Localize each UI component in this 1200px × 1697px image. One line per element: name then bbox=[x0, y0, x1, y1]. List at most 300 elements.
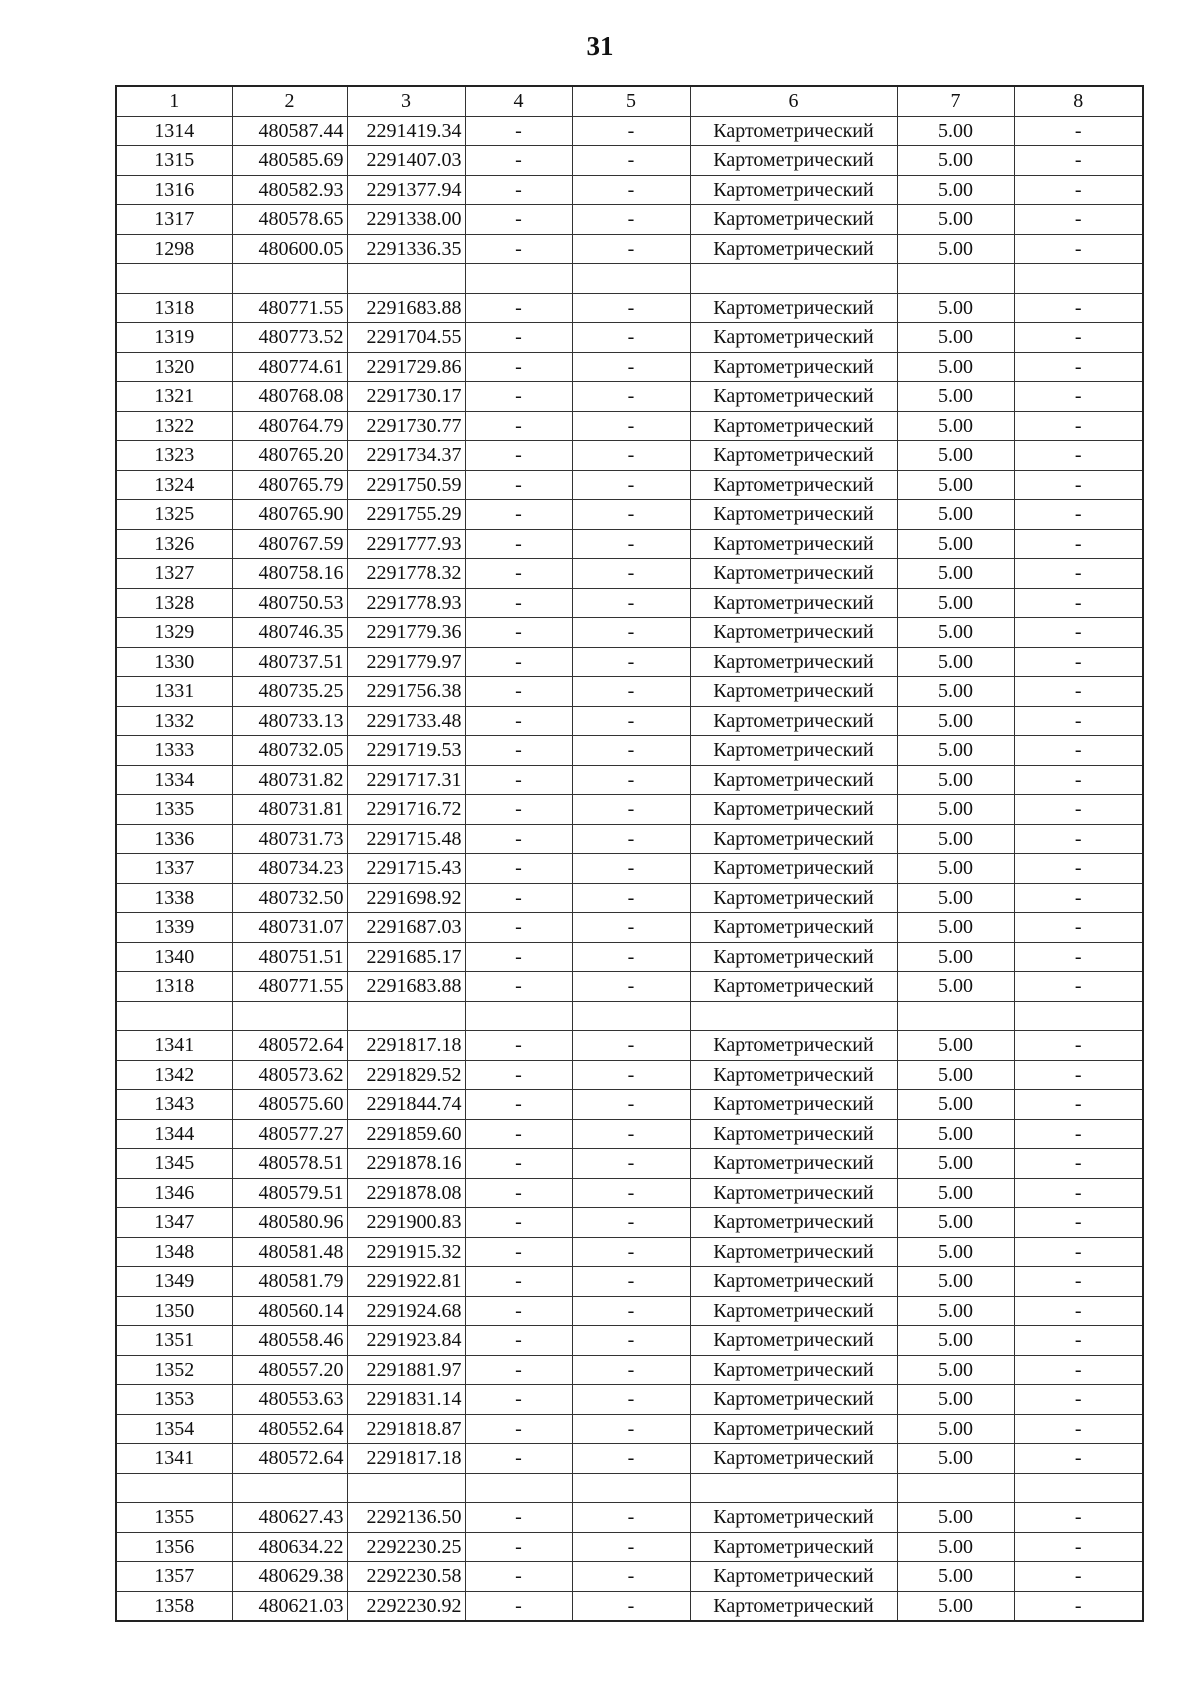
point-number-cell: 1318 bbox=[116, 293, 232, 323]
accuracy-cell: 5.00 bbox=[897, 293, 1014, 323]
column-4-cell: - bbox=[465, 116, 572, 146]
column-4-cell: - bbox=[465, 234, 572, 264]
point-number-cell: 1321 bbox=[116, 382, 232, 412]
column-4-cell: - bbox=[465, 913, 572, 943]
point-number-cell: 1351 bbox=[116, 1326, 232, 1356]
column-5-cell: - bbox=[572, 824, 690, 854]
column-4-cell: - bbox=[465, 323, 572, 353]
method-cell: Картометрический bbox=[690, 441, 897, 471]
column-8-cell: - bbox=[1014, 883, 1143, 913]
column-4-cell: - bbox=[465, 205, 572, 235]
x-coordinate-cell: 480578.51 bbox=[232, 1149, 347, 1179]
y-coordinate-cell: 2291829.52 bbox=[347, 1060, 465, 1090]
column-8-cell: - bbox=[1014, 972, 1143, 1002]
column-8-cell: - bbox=[1014, 500, 1143, 530]
column-5-cell: - bbox=[572, 293, 690, 323]
column-8-cell: - bbox=[1014, 1591, 1143, 1621]
column-4-cell: - bbox=[465, 352, 572, 382]
point-number-cell: 1345 bbox=[116, 1149, 232, 1179]
column-5-cell bbox=[572, 1001, 690, 1031]
column-4-cell: - bbox=[465, 411, 572, 441]
table-row bbox=[116, 1532, 1143, 1562]
point-number-cell: 1355 bbox=[116, 1503, 232, 1533]
column-8-cell: - bbox=[1014, 411, 1143, 441]
column-5-cell: - bbox=[572, 588, 690, 618]
accuracy-cell: 5.00 bbox=[897, 175, 1014, 205]
column-header-5: 5 bbox=[572, 86, 690, 116]
table-row bbox=[116, 1178, 1143, 1208]
column-5-cell: - bbox=[572, 1208, 690, 1238]
y-coordinate-cell: 2292136.50 bbox=[347, 1503, 465, 1533]
column-8-cell: - bbox=[1014, 382, 1143, 412]
point-number-cell: 1354 bbox=[116, 1414, 232, 1444]
method-cell: Картометрический bbox=[690, 854, 897, 884]
point-number-cell: 1329 bbox=[116, 618, 232, 648]
accuracy-cell: 5.00 bbox=[897, 1149, 1014, 1179]
column-5-cell: - bbox=[572, 647, 690, 677]
table-row bbox=[116, 1326, 1143, 1356]
point-number-cell: 1322 bbox=[116, 411, 232, 441]
accuracy-cell: 5.00 bbox=[897, 559, 1014, 589]
column-4-cell: - bbox=[465, 1090, 572, 1120]
column-5-cell: - bbox=[572, 1237, 690, 1267]
separator-row bbox=[116, 1001, 1143, 1031]
column-5-cell: - bbox=[572, 205, 690, 235]
point-number-cell: 1324 bbox=[116, 470, 232, 500]
point-number-cell: 1340 bbox=[116, 942, 232, 972]
accuracy-cell: 5.00 bbox=[897, 588, 1014, 618]
table-row bbox=[116, 1414, 1143, 1444]
table-row bbox=[116, 1385, 1143, 1415]
column-8-cell: - bbox=[1014, 1149, 1143, 1179]
column-4-cell: - bbox=[465, 1532, 572, 1562]
method-cell: Картометрический bbox=[690, 1562, 897, 1592]
y-coordinate-cell: 2291778.93 bbox=[347, 588, 465, 618]
y-coordinate-cell: 2291377.94 bbox=[347, 175, 465, 205]
column-4-cell: - bbox=[465, 293, 572, 323]
method-cell: Картометрический bbox=[690, 146, 897, 176]
table-row bbox=[116, 854, 1143, 884]
accuracy-cell: 5.00 bbox=[897, 1591, 1014, 1621]
accuracy-cell: 5.00 bbox=[897, 942, 1014, 972]
method-cell: Картометрический bbox=[690, 765, 897, 795]
column-header-4: 4 bbox=[465, 86, 572, 116]
accuracy-cell: 5.00 bbox=[897, 470, 1014, 500]
table-row bbox=[116, 706, 1143, 736]
x-coordinate-cell: 480579.51 bbox=[232, 1178, 347, 1208]
column-4-cell: - bbox=[465, 824, 572, 854]
x-coordinate-cell: 480731.81 bbox=[232, 795, 347, 825]
accuracy-cell: 5.00 bbox=[897, 529, 1014, 559]
table-row bbox=[116, 175, 1143, 205]
column-8-cell: - bbox=[1014, 824, 1143, 854]
accuracy-cell: 5.00 bbox=[897, 500, 1014, 530]
x-coordinate-cell: 480774.61 bbox=[232, 352, 347, 382]
column-8-cell: - bbox=[1014, 1060, 1143, 1090]
method-cell: Картометрический bbox=[690, 883, 897, 913]
accuracy-cell: 5.00 bbox=[897, 1237, 1014, 1267]
column-5-cell: - bbox=[572, 1119, 690, 1149]
accuracy-cell: 5.00 bbox=[897, 116, 1014, 146]
table-row bbox=[116, 293, 1143, 323]
x-coordinate-cell: 480732.50 bbox=[232, 883, 347, 913]
x-coordinate-cell: 480746.35 bbox=[232, 618, 347, 648]
column-5-cell: - bbox=[572, 795, 690, 825]
y-coordinate-cell: 2291750.59 bbox=[347, 470, 465, 500]
column-8-cell: - bbox=[1014, 293, 1143, 323]
y-coordinate-cell: 2291698.92 bbox=[347, 883, 465, 913]
column-5-cell: - bbox=[572, 677, 690, 707]
y-coordinate-cell: 2291683.88 bbox=[347, 293, 465, 323]
column-4-cell: - bbox=[465, 500, 572, 530]
column-8-cell: - bbox=[1014, 1119, 1143, 1149]
point-number-cell: 1346 bbox=[116, 1178, 232, 1208]
column-4-cell: - bbox=[465, 1060, 572, 1090]
column-8-cell: - bbox=[1014, 1414, 1143, 1444]
method-cell: Картометрический bbox=[690, 1444, 897, 1474]
x-coordinate-cell: 480581.79 bbox=[232, 1267, 347, 1297]
point-number-cell: 1348 bbox=[116, 1237, 232, 1267]
method-cell: Картометрический bbox=[690, 293, 897, 323]
table-body bbox=[116, 116, 1143, 1621]
y-coordinate-cell: 2291407.03 bbox=[347, 146, 465, 176]
accuracy-cell: 5.00 bbox=[897, 795, 1014, 825]
column-8-cell: - bbox=[1014, 1326, 1143, 1356]
table-row bbox=[116, 913, 1143, 943]
point-number-cell: 1331 bbox=[116, 677, 232, 707]
column-5-cell: - bbox=[572, 1444, 690, 1474]
y-coordinate-cell: 2291730.17 bbox=[347, 382, 465, 412]
column-5-cell: - bbox=[572, 175, 690, 205]
column-5-cell: - bbox=[572, 706, 690, 736]
accuracy-cell: 5.00 bbox=[897, 883, 1014, 913]
x-coordinate-cell: 480751.51 bbox=[232, 942, 347, 972]
column-5-cell: - bbox=[572, 1031, 690, 1061]
separator-row bbox=[116, 264, 1143, 294]
method-cell: Картометрический bbox=[690, 1296, 897, 1326]
column-5-cell: - bbox=[572, 942, 690, 972]
point-number-cell: 1333 bbox=[116, 736, 232, 766]
column-8-cell: - bbox=[1014, 1237, 1143, 1267]
table-row bbox=[116, 824, 1143, 854]
column-8-cell: - bbox=[1014, 706, 1143, 736]
column-8-cell: - bbox=[1014, 1355, 1143, 1385]
y-coordinate-cell bbox=[347, 264, 465, 294]
accuracy-cell: 5.00 bbox=[897, 1355, 1014, 1385]
point-number-cell: 1341 bbox=[116, 1031, 232, 1061]
column-8-cell: - bbox=[1014, 470, 1143, 500]
method-cell: Картометрический bbox=[690, 1149, 897, 1179]
y-coordinate-cell: 2291923.84 bbox=[347, 1326, 465, 1356]
point-number-cell: 1341 bbox=[116, 1444, 232, 1474]
accuracy-cell: 5.00 bbox=[897, 647, 1014, 677]
accuracy-cell: 5.00 bbox=[897, 913, 1014, 943]
point-number-cell: 1323 bbox=[116, 441, 232, 471]
method-cell: Картометрический bbox=[690, 1414, 897, 1444]
accuracy-cell: 5.00 bbox=[897, 1267, 1014, 1297]
column-4-cell: - bbox=[465, 618, 572, 648]
x-coordinate-cell: 480773.52 bbox=[232, 323, 347, 353]
method-cell: Картометрический bbox=[690, 500, 897, 530]
method-cell: Картометрический bbox=[690, 205, 897, 235]
column-4-cell: - bbox=[465, 1444, 572, 1474]
column-8-cell: - bbox=[1014, 765, 1143, 795]
column-5-cell: - bbox=[572, 972, 690, 1002]
accuracy-cell bbox=[897, 1473, 1014, 1503]
table-row bbox=[116, 1562, 1143, 1592]
y-coordinate-cell: 2291755.29 bbox=[347, 500, 465, 530]
column-4-cell: - bbox=[465, 382, 572, 412]
column-8-cell: - bbox=[1014, 441, 1143, 471]
point-number-cell: 1353 bbox=[116, 1385, 232, 1415]
y-coordinate-cell: 2291922.81 bbox=[347, 1267, 465, 1297]
column-8-cell bbox=[1014, 1473, 1143, 1503]
x-coordinate-cell: 480580.96 bbox=[232, 1208, 347, 1238]
column-4-cell: - bbox=[465, 736, 572, 766]
point-number-cell: 1352 bbox=[116, 1355, 232, 1385]
column-4-cell: - bbox=[465, 1385, 572, 1415]
column-8-cell: - bbox=[1014, 1296, 1143, 1326]
method-cell: Картометрический bbox=[690, 116, 897, 146]
method-cell: Картометрический bbox=[690, 1237, 897, 1267]
column-4-cell: - bbox=[465, 1414, 572, 1444]
accuracy-cell: 5.00 bbox=[897, 352, 1014, 382]
method-cell: Картометрический bbox=[690, 529, 897, 559]
method-cell: Картометрический bbox=[690, 647, 897, 677]
y-coordinate-cell: 2291818.87 bbox=[347, 1414, 465, 1444]
x-coordinate-cell: 480558.46 bbox=[232, 1326, 347, 1356]
x-coordinate-cell: 480735.25 bbox=[232, 677, 347, 707]
point-number-cell: 1339 bbox=[116, 913, 232, 943]
y-coordinate-cell: 2291817.18 bbox=[347, 1031, 465, 1061]
column-4-cell: - bbox=[465, 559, 572, 589]
x-coordinate-cell: 480771.55 bbox=[232, 972, 347, 1002]
column-5-cell: - bbox=[572, 500, 690, 530]
header-row bbox=[116, 86, 1143, 116]
point-number-cell: 1320 bbox=[116, 352, 232, 382]
column-8-cell: - bbox=[1014, 736, 1143, 766]
column-4-cell: - bbox=[465, 647, 572, 677]
point-number-cell: 1315 bbox=[116, 146, 232, 176]
y-coordinate-cell: 2291831.14 bbox=[347, 1385, 465, 1415]
accuracy-cell: 5.00 bbox=[897, 1119, 1014, 1149]
y-coordinate-cell: 2291719.53 bbox=[347, 736, 465, 766]
method-cell: Картометрический bbox=[690, 1503, 897, 1533]
page-number: 31 bbox=[586, 31, 614, 61]
x-coordinate-cell: 480560.14 bbox=[232, 1296, 347, 1326]
method-cell: Картометрический bbox=[690, 795, 897, 825]
accuracy-cell: 5.00 bbox=[897, 1532, 1014, 1562]
table-row bbox=[116, 1119, 1143, 1149]
accuracy-cell: 5.00 bbox=[897, 411, 1014, 441]
column-8-cell: - bbox=[1014, 1444, 1143, 1474]
table-row bbox=[116, 736, 1143, 766]
accuracy-cell: 5.00 bbox=[897, 618, 1014, 648]
x-coordinate-cell: 480552.64 bbox=[232, 1414, 347, 1444]
column-5-cell: - bbox=[572, 913, 690, 943]
column-8-cell: - bbox=[1014, 795, 1143, 825]
accuracy-cell: 5.00 bbox=[897, 382, 1014, 412]
table-row bbox=[116, 382, 1143, 412]
column-5-cell: - bbox=[572, 323, 690, 353]
column-8-cell: - bbox=[1014, 1178, 1143, 1208]
point-number-cell: 1317 bbox=[116, 205, 232, 235]
accuracy-cell: 5.00 bbox=[897, 736, 1014, 766]
column-4-cell: - bbox=[465, 1237, 572, 1267]
method-cell: Картометрический bbox=[690, 736, 897, 766]
point-number-cell: 1350 bbox=[116, 1296, 232, 1326]
accuracy-cell: 5.00 bbox=[897, 1444, 1014, 1474]
column-4-cell: - bbox=[465, 1562, 572, 1592]
table-row bbox=[116, 559, 1143, 589]
x-coordinate-cell: 480765.79 bbox=[232, 470, 347, 500]
y-coordinate-cell bbox=[347, 1473, 465, 1503]
column-4-cell: - bbox=[465, 972, 572, 1002]
column-8-cell: - bbox=[1014, 1532, 1143, 1562]
column-4-cell: - bbox=[465, 1208, 572, 1238]
y-coordinate-cell bbox=[347, 1001, 465, 1031]
column-4-cell: - bbox=[465, 1031, 572, 1061]
x-coordinate-cell: 480572.64 bbox=[232, 1444, 347, 1474]
x-coordinate-cell: 480731.07 bbox=[232, 913, 347, 943]
column-5-cell: - bbox=[572, 470, 690, 500]
column-8-cell: - bbox=[1014, 854, 1143, 884]
table-row bbox=[116, 1237, 1143, 1267]
accuracy-cell: 5.00 bbox=[897, 441, 1014, 471]
point-number-cell: 1330 bbox=[116, 647, 232, 677]
y-coordinate-cell: 2292230.58 bbox=[347, 1562, 465, 1592]
method-cell: Картометрический bbox=[690, 559, 897, 589]
method-cell: Картометрический bbox=[690, 1591, 897, 1621]
table-row bbox=[116, 765, 1143, 795]
point-number-cell: 1337 bbox=[116, 854, 232, 884]
method-cell: Картометрический bbox=[690, 913, 897, 943]
point-number-cell: 1328 bbox=[116, 588, 232, 618]
column-8-cell: - bbox=[1014, 1385, 1143, 1415]
column-8-cell: - bbox=[1014, 1208, 1143, 1238]
table-row bbox=[116, 883, 1143, 913]
table-row bbox=[116, 647, 1143, 677]
table-row bbox=[116, 1355, 1143, 1385]
column-4-cell: - bbox=[465, 1503, 572, 1533]
y-coordinate-cell: 2291924.68 bbox=[347, 1296, 465, 1326]
accuracy-cell: 5.00 bbox=[897, 1090, 1014, 1120]
column-8-cell: - bbox=[1014, 352, 1143, 382]
x-coordinate-cell: 480737.51 bbox=[232, 647, 347, 677]
column-4-cell: - bbox=[465, 706, 572, 736]
column-4-cell: - bbox=[465, 529, 572, 559]
accuracy-cell: 5.00 bbox=[897, 1296, 1014, 1326]
y-coordinate-cell: 2291779.36 bbox=[347, 618, 465, 648]
table-row bbox=[116, 1591, 1143, 1621]
accuracy-cell: 5.00 bbox=[897, 1414, 1014, 1444]
x-coordinate-cell: 480733.13 bbox=[232, 706, 347, 736]
column-5-cell: - bbox=[572, 1355, 690, 1385]
x-coordinate-cell: 480557.20 bbox=[232, 1355, 347, 1385]
method-cell: Картометрический bbox=[690, 942, 897, 972]
column-5-cell: - bbox=[572, 146, 690, 176]
column-5-cell: - bbox=[572, 1326, 690, 1356]
point-number-cell: 1338 bbox=[116, 883, 232, 913]
accuracy-cell bbox=[897, 1001, 1014, 1031]
column-4-cell: - bbox=[465, 1178, 572, 1208]
x-coordinate-cell: 480577.27 bbox=[232, 1119, 347, 1149]
accuracy-cell: 5.00 bbox=[897, 1326, 1014, 1356]
y-coordinate-cell: 2291777.93 bbox=[347, 529, 465, 559]
y-coordinate-cell: 2291844.74 bbox=[347, 1090, 465, 1120]
accuracy-cell: 5.00 bbox=[897, 1503, 1014, 1533]
y-coordinate-cell: 2291878.08 bbox=[347, 1178, 465, 1208]
method-cell: Картометрический bbox=[690, 470, 897, 500]
column-4-cell: - bbox=[465, 795, 572, 825]
point-number-cell: 1343 bbox=[116, 1090, 232, 1120]
x-coordinate-cell: 480771.55 bbox=[232, 293, 347, 323]
column-4-cell bbox=[465, 1001, 572, 1031]
point-number-cell: 1357 bbox=[116, 1562, 232, 1592]
column-5-cell: - bbox=[572, 1385, 690, 1415]
method-cell bbox=[690, 1001, 897, 1031]
column-5-cell: - bbox=[572, 1414, 690, 1444]
table-row bbox=[116, 588, 1143, 618]
method-cell: Картометрический bbox=[690, 677, 897, 707]
column-5-cell: - bbox=[572, 883, 690, 913]
y-coordinate-cell: 2291756.38 bbox=[347, 677, 465, 707]
y-coordinate-cell: 2291338.00 bbox=[347, 205, 465, 235]
point-number-cell bbox=[116, 1001, 232, 1031]
accuracy-cell: 5.00 bbox=[897, 146, 1014, 176]
column-4-cell: - bbox=[465, 765, 572, 795]
column-8-cell: - bbox=[1014, 146, 1143, 176]
accuracy-cell: 5.00 bbox=[897, 854, 1014, 884]
column-4-cell: - bbox=[465, 146, 572, 176]
x-coordinate-cell: 480767.59 bbox=[232, 529, 347, 559]
column-4-cell: - bbox=[465, 1119, 572, 1149]
column-header-7: 7 bbox=[897, 86, 1014, 116]
x-coordinate-cell: 480734.23 bbox=[232, 854, 347, 884]
x-coordinate-cell: 480731.73 bbox=[232, 824, 347, 854]
point-number-cell bbox=[116, 264, 232, 294]
column-4-cell: - bbox=[465, 854, 572, 884]
point-number-cell: 1342 bbox=[116, 1060, 232, 1090]
method-cell: Картометрический bbox=[690, 175, 897, 205]
accuracy-cell: 5.00 bbox=[897, 1178, 1014, 1208]
point-number-cell: 1335 bbox=[116, 795, 232, 825]
column-8-cell: - bbox=[1014, 588, 1143, 618]
table-row bbox=[116, 234, 1143, 264]
column-5-cell: - bbox=[572, 352, 690, 382]
column-8-cell: - bbox=[1014, 1267, 1143, 1297]
y-coordinate-cell: 2291336.35 bbox=[347, 234, 465, 264]
column-8-cell: - bbox=[1014, 1031, 1143, 1061]
x-coordinate-cell bbox=[232, 1001, 347, 1031]
point-number-cell: 1327 bbox=[116, 559, 232, 589]
column-5-cell: - bbox=[572, 1591, 690, 1621]
table-row bbox=[116, 1503, 1143, 1533]
x-coordinate-cell: 480578.65 bbox=[232, 205, 347, 235]
column-8-cell bbox=[1014, 1001, 1143, 1031]
method-cell: Картометрический bbox=[690, 1031, 897, 1061]
y-coordinate-cell: 2292230.92 bbox=[347, 1591, 465, 1621]
column-8-cell: - bbox=[1014, 175, 1143, 205]
table-row bbox=[116, 352, 1143, 382]
method-cell: Картометрический bbox=[690, 824, 897, 854]
column-4-cell: - bbox=[465, 1296, 572, 1326]
y-coordinate-cell: 2291881.97 bbox=[347, 1355, 465, 1385]
point-number-cell: 1336 bbox=[116, 824, 232, 854]
x-coordinate-cell: 480627.43 bbox=[232, 1503, 347, 1533]
y-coordinate-cell: 2291734.37 bbox=[347, 441, 465, 471]
method-cell: Картометрический bbox=[690, 1532, 897, 1562]
